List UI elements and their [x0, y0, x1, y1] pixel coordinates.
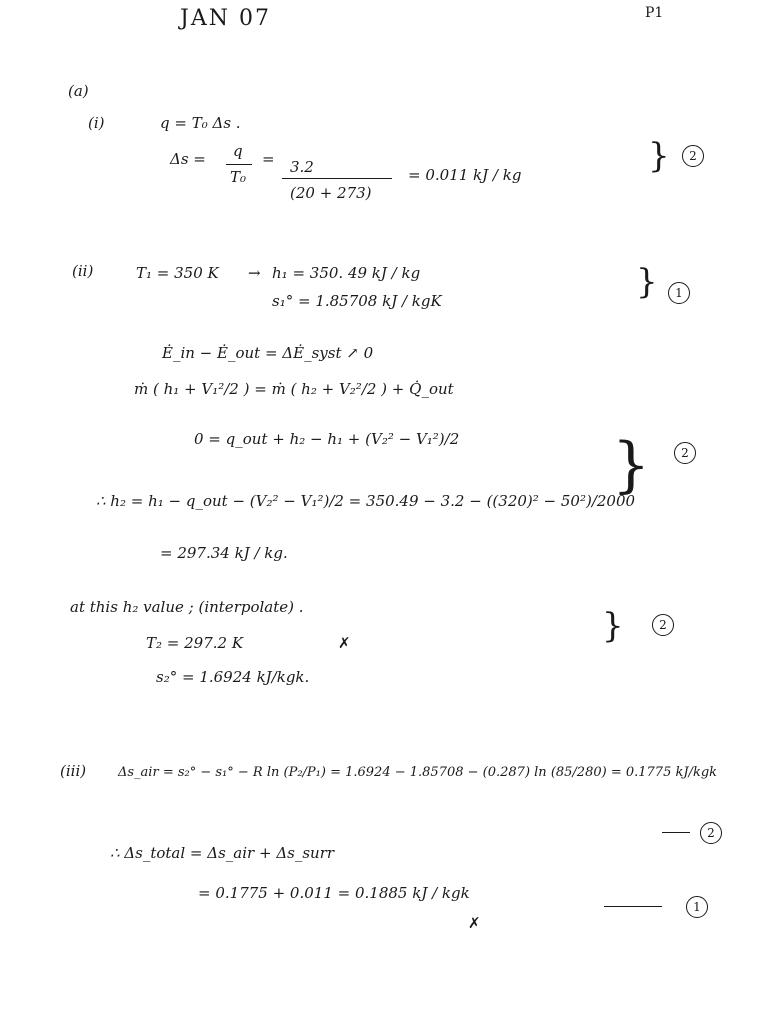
mark-circle: 2 — [674, 442, 696, 464]
mark-circle: 1 — [686, 896, 708, 918]
entropy-change-lhs: Δs = — [170, 150, 206, 168]
mark-line — [662, 832, 690, 833]
inlet-temperature: T₁ = 350 K — [136, 264, 219, 282]
mark-circle: 2 — [682, 145, 704, 167]
outlet-enthalpy-expression: ∴ h₂ = h₁ − q_out − (V₂² − V₁²)/2 = 350.49 − 3.2 − ((320)² − 50²)/2000 — [96, 492, 636, 510]
mark-circle: 1 — [668, 282, 690, 304]
answer-mark-icon: ✗ — [338, 634, 351, 652]
outlet-entropy: s₂° = 1.6924 kJ/kgk. — [156, 668, 310, 686]
total-entropy-result: = 0.1775 + 0.011 = 0.1885 kJ / kgk — [198, 884, 470, 902]
fraction-denominator-t0: T₀ — [230, 168, 247, 186]
handwritten-solution-page: JAN 07 P1 (a) (i) q = T₀ Δs . Δs = q T₀ = 3.2 (20 + 273) = 0.011 kJ / kg } 2 (ii) T₁ = 350 K → h₁ = 350. 49 kJ / kg s₁° = 1.85708 kJ / kgK } 1 Ė_in − Ė_out = ΔĖ_syst ↗ 0 ṁ ( h₁ + V₁²/2 ) = ṁ ( h₂ + V₂²/2 ) + Q̇_out 0 = q_out + h₂ − h₁ + (V₂² − V₁²)/2 ∴ h₂ = h₁ − q_out − (V₂² − V₁²)/2 = 350.49 − 3.2 − ((320)² − 50²)/2000 = 297.34 kJ / kg. } 2 at this h₂ value ; (interpolate) . T₂ = 297.2 K ✗ s₂° = 1.6924 kJ/kgk. } 2 (iii) Δs_air = s₂° − s₁° − R ln (P₂/P₁) = 1.6924 − 1.85708 − (0.287) ln (85/280) = 0.1775 kJ/kgk 2 ∴ Δs_total = Δs_air + Δs_surr = 0.1775 + 0.011 = 0.1885 kJ / kgk ✗ 1 — [0, 0, 768, 1024]
entropy-heat-equation: q = T₀ Δs . — [160, 114, 241, 132]
outlet-enthalpy-result: = 297.34 kJ / kg. — [160, 544, 288, 562]
fraction-denominator-temperature: (20 + 273) — [290, 184, 372, 202]
part-ii-label: (ii) — [72, 262, 94, 280]
equals-sign: = — [262, 150, 275, 168]
part-iii-label: (iii) — [60, 762, 87, 780]
interpolation-note: at this h₂ value ; (interpolate) . — [70, 598, 304, 616]
air-entropy-change: Δs_air = s₂° − s₁° − R ln (P₂/P₁) = 1.6924 − 1.85708 − (0.287) ln (85/280) = 0.1775 kJ/kgk — [118, 765, 718, 780]
part-i-label: (i) — [88, 114, 105, 132]
answer-mark-icon: ✗ — [468, 914, 481, 932]
fraction-numerator-q: q — [233, 142, 243, 160]
entropy-change-result: = 0.011 kJ / kg — [408, 166, 522, 184]
arrow-icon: → — [248, 264, 261, 282]
total-entropy-change: ∴ Δs_total = Δs_air + Δs_surr — [110, 844, 335, 862]
page-number: P1 — [645, 5, 664, 21]
inlet-entropy: s₁° = 1.85708 kJ / kgK — [272, 292, 442, 310]
mark-line — [604, 906, 662, 907]
fraction-bar — [282, 178, 392, 179]
inlet-enthalpy: h₁ = 350. 49 kJ / kg — [272, 264, 421, 282]
mark-circle: 2 — [700, 822, 722, 844]
fraction-bar — [226, 164, 252, 165]
fraction-numerator-heat: 3.2 — [290, 158, 314, 176]
energy-balance-mass-flow: ṁ ( h₁ + V₁²/2 ) = ṁ ( h₂ + V₂²/2 ) + Q̇_out — [134, 380, 454, 398]
energy-balance-rate: Ė_in − Ė_out = ΔĖ_syst ↗ 0 — [162, 344, 374, 362]
date-heading: JAN 07 — [180, 6, 271, 31]
outlet-temperature: T₂ = 297.2 K — [146, 634, 244, 652]
energy-balance-per-mass: 0 = q_out + h₂ − h₁ + (V₂² − V₁²)/2 — [194, 430, 460, 448]
part-a-label: (a) — [68, 82, 89, 100]
mark-circle: 2 — [652, 614, 674, 636]
